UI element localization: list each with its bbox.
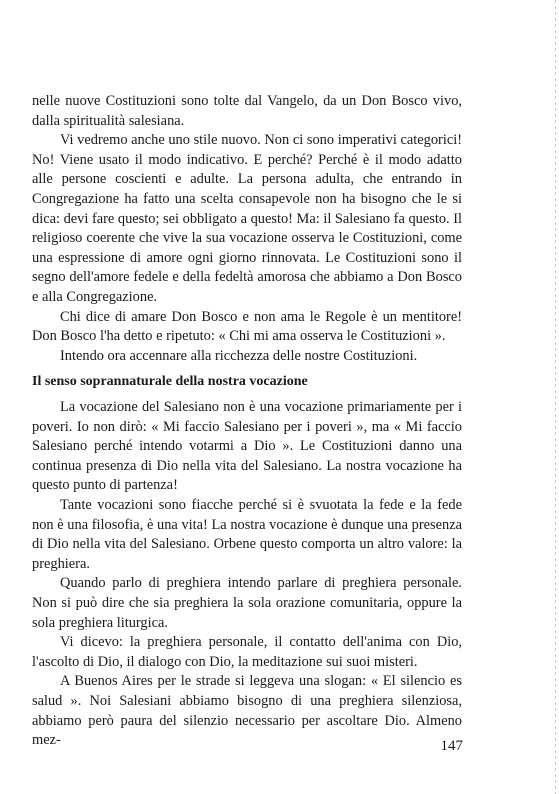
page-number: 147	[440, 738, 463, 754]
paragraph: Vi vedremo anche uno stile nuovo. Non ci sono imperativi categorici! No! Viene usato il modo indicativo. E perché? Perché è il modo adatto alle persone coscienti e adulte. La persona adulta, che entrando in Congregazione ha fatto una scelta consapevole non ha bisogno che le si dica: devi fare questo; sei obbligato a questo! Ma: il Salesiano fa questo. Il religioso coerente che vive la sua vocazione osserva le Costituzioni, come una espressione di amore ogni giorno rinnovata. Le Costituzioni sono il segno dell'amore fedele e della fedeltà amorosa che abbiamo a Don Bosco e alla Congregazione.	[32, 132, 463, 305]
section-heading: Il senso soprannaturale della nostra vocazione	[32, 374, 308, 389]
paragraph: A Buenos Aires per le strade si leggeva una slogan: « El silencio es salud ». Noi Salesiani abbiamo bisogno di una preghiera silenziosa, abbiamo però paura del silenzio necessario per ascoltare Dio. Almeno mez-	[32, 673, 462, 749]
page-edge-line	[555, 0, 556, 794]
paragraph: La vocazione del Salesiano non è una vocazione primariamente per i poveri. Io non dirò: « Mi faccio Salesiano per i poveri », ma « Mi faccio Salesiano perché intendo votarmi a Dio ». Le Costituzioni danno una continua presenza di Dio nella vita del Salesiano. La nostra vocazione ha questo punto di partenza!	[32, 399, 462, 494]
paragraph: Chi dice di amare Don Bosco e non ama le Regole è un mentitore! Don Bosco l'ha detto e ripetuto: « Chi mi ama osserva le Costituzioni ».	[32, 308, 462, 345]
paragraph: Quando parlo di preghiera intendo parlare di preghiera personale. Non si può dire che sia preghiera la sola orazione comunitaria, oppure la sola preghiera liturgica.	[32, 575, 462, 631]
paragraph: Intendo ora accennare alla ricchezza delle nostre Costituzioni.	[60, 347, 418, 364]
paragraph: Vi dicevo: la preghiera personale, il contatto dell'anima con Dio, l'ascolto di Dio, il dialogo con Dio, la meditazione sui suoi misteri.	[32, 634, 462, 670]
text-section-2	[32, 398, 462, 751]
text-section-1	[32, 92, 462, 366]
paragraph: Tante vocazioni sono fiacche perché si è svuotata la fede e la fede non è una filosofia, è una vita! La nostra vocazione è dunque una presenza di Dio nella vita del Salesiano. Orbene questo comporta un altro valore: la preghiera.	[32, 496, 462, 572]
paragraph-continued: nelle nuove Costituzioni sono tolte dal Vangelo, da un Don Bosco vivo, dalla spiritualità salesiana.	[32, 93, 462, 129]
